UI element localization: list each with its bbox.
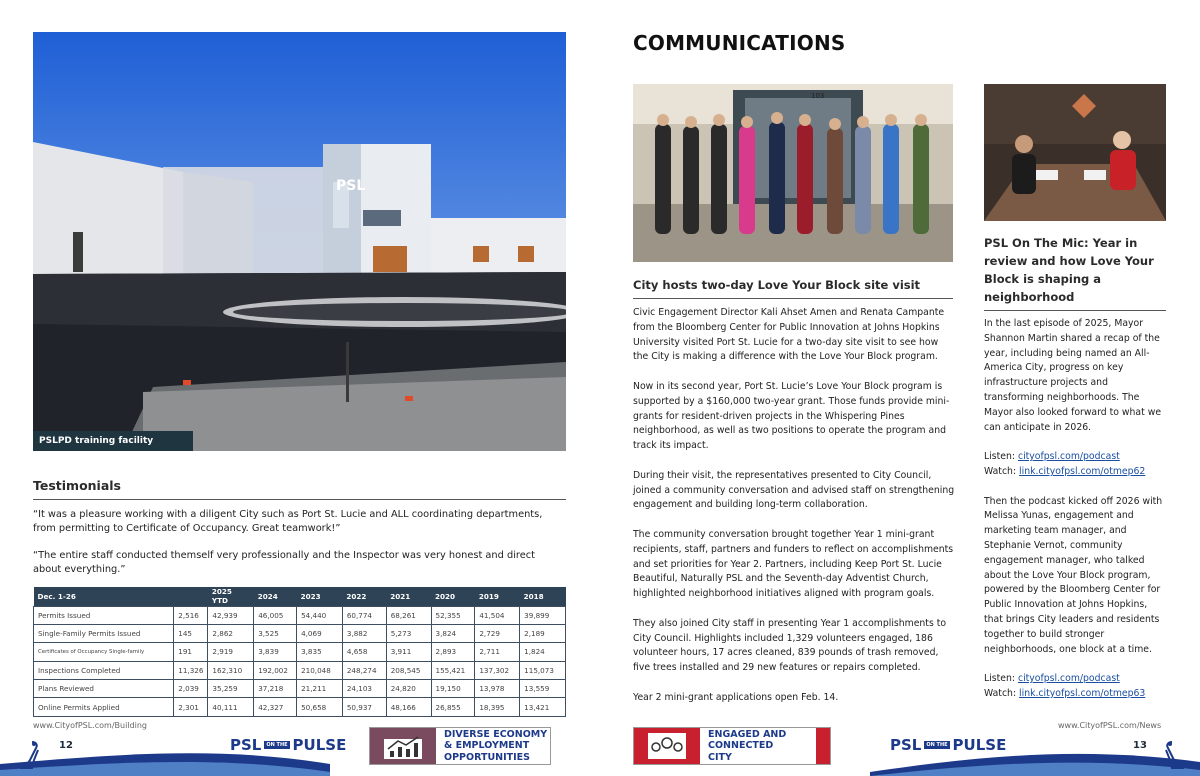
table-cell: 5,273 bbox=[386, 624, 431, 642]
table-header: 2022 bbox=[342, 587, 386, 606]
table-cell: 2,919 bbox=[208, 643, 254, 661]
article1-paragraph: They also joined City staff in presenting Year 1 accomplishments to City Council. Highlights included 1,329 volunteers engaged, 186 volunteer hours, 17 acres cleaned, 839 pounds of trash removed, five trees installed and 29 new features or repairs completed. bbox=[633, 617, 947, 674]
watch-line bbox=[984, 687, 1169, 702]
table-cell: 13,559 bbox=[520, 680, 566, 698]
podcast-photo bbox=[984, 84, 1166, 221]
chart-growth-icon bbox=[370, 728, 436, 764]
table-cell: 50,937 bbox=[342, 698, 386, 716]
permit-statistics-table bbox=[33, 587, 566, 717]
table-cell: 26,855 bbox=[431, 698, 475, 716]
page-number-right: 13 bbox=[1133, 740, 1147, 751]
table-header: 2023 bbox=[297, 587, 343, 606]
podcast-photo-illustration bbox=[984, 84, 1166, 221]
pillar-line: DIVERSE ECONOMY bbox=[444, 728, 548, 740]
article1-paragraph: The community conversation brought together Year 1 mini-grant recipients, staff, partners and funders to reflect on accomplishments and set priorities for Year 2. Partners, including Keep Port St. Lucie Beautiful, Naturally PSL and the Seventh-day Adventist Church, highlighted neighborhood initiatives aligned with program goals. bbox=[633, 528, 954, 600]
photo-caption: PSLPD training facility bbox=[33, 431, 193, 451]
watch-label: Watch: bbox=[984, 465, 1020, 477]
psl-pulse-logo-left bbox=[230, 736, 346, 754]
table-header: 2024 bbox=[254, 587, 297, 606]
table-cell: 24,103 bbox=[342, 680, 386, 698]
table-cell: 210,048 bbox=[297, 661, 343, 679]
table-cell: 18,395 bbox=[475, 698, 520, 716]
episode-63-link[interactable]: link.cityofpsl.com/otmep63 bbox=[1019, 687, 1146, 699]
door-number: 103 bbox=[811, 92, 825, 100]
table-cell: 2,729 bbox=[475, 624, 520, 642]
article1-paragraph: Year 2 mini-grant applications open Feb. 14. bbox=[633, 691, 839, 703]
table-cell: 3,839 bbox=[254, 643, 297, 661]
table-cell: 3,824 bbox=[431, 624, 475, 642]
table-cell: 48,166 bbox=[386, 698, 431, 716]
table-cell: 192,002 bbox=[254, 661, 297, 679]
table-cell: 2,862 bbox=[208, 624, 254, 642]
page-number-left: 12 bbox=[59, 740, 73, 751]
watch-label: Watch: bbox=[984, 687, 1020, 699]
table-cell: 2,893 bbox=[431, 643, 475, 661]
pillar-line: CITY bbox=[708, 751, 732, 763]
building-url[interactable]: www.CityofPSL.com/Building bbox=[33, 721, 147, 730]
table-cell: 2,301 bbox=[174, 698, 208, 716]
table-cell: 2,189 bbox=[520, 624, 566, 642]
table-cell: 52,355 bbox=[431, 606, 475, 624]
table-cell: 191 bbox=[174, 643, 208, 661]
testimonials-heading: Testimonials bbox=[33, 478, 566, 500]
article2-heading: PSL On The Mic: Year in review and how Love Your Block is shaping a neighborhood bbox=[984, 234, 1166, 311]
table-cell: 155,421 bbox=[431, 661, 475, 679]
table-cell: 13,978 bbox=[475, 680, 520, 698]
table-cell: 208,545 bbox=[386, 661, 431, 679]
heron-icon bbox=[12, 738, 46, 772]
table-row bbox=[34, 680, 566, 698]
table-header-row bbox=[34, 587, 566, 606]
table-cell: 2,039 bbox=[174, 680, 208, 698]
table-cell: 37,218 bbox=[254, 680, 297, 698]
table-cell: 60,774 bbox=[342, 606, 386, 624]
table-cell: Certificates of Occupancy Single-family bbox=[34, 643, 174, 661]
table-cell: 35,259 bbox=[208, 680, 254, 698]
section-title: COMMUNICATIONS bbox=[633, 31, 846, 55]
pillar-diverse-economy bbox=[369, 727, 551, 765]
logo-word: PSL bbox=[890, 736, 922, 754]
heron-icon bbox=[1158, 738, 1192, 772]
table-header: 2020 bbox=[431, 587, 475, 606]
group-photo-illustration bbox=[633, 84, 953, 262]
psl-pulse-logo-right bbox=[890, 736, 1006, 754]
article2-body bbox=[984, 317, 1169, 702]
pillar-line: OPPORTUNITIES bbox=[444, 751, 530, 763]
table-cell: Permits Issued bbox=[34, 606, 174, 624]
news-url[interactable]: www.CityofPSL.com/News bbox=[1058, 721, 1162, 730]
table-cell: 40,111 bbox=[208, 698, 254, 716]
table-cell: Plans Reviewed bbox=[34, 680, 174, 698]
pillar-accent bbox=[816, 728, 830, 764]
table-cell: 13,421 bbox=[520, 698, 566, 716]
pillar-engaged-city bbox=[633, 727, 831, 765]
listen-label: Listen: bbox=[984, 673, 1018, 685]
pillar-line: & EMPLOYMENT bbox=[444, 740, 530, 752]
table-header: 2018 bbox=[520, 587, 566, 606]
podcast-link[interactable]: cityofpsl.com/podcast bbox=[1017, 451, 1120, 463]
listen-line bbox=[984, 450, 1169, 465]
table-row bbox=[34, 606, 566, 624]
table-header: Dec. 1-26 bbox=[34, 587, 174, 606]
article1-body bbox=[633, 306, 955, 720]
table-cell: 137,302 bbox=[475, 661, 520, 679]
table-cell: 68,261 bbox=[386, 606, 431, 624]
table-cell: 2,516 bbox=[174, 606, 208, 624]
table-cell: 248,274 bbox=[342, 661, 386, 679]
table-row bbox=[34, 643, 566, 661]
article1-heading: City hosts two-day Love Your Block site visit bbox=[633, 276, 953, 299]
table-cell: 21,211 bbox=[297, 680, 343, 698]
table-cell: 46,005 bbox=[254, 606, 297, 624]
table-cell: 24,820 bbox=[386, 680, 431, 698]
article1-paragraph: Civic Engagement Director Kali Ahset Amen and Renata Campante from the Bloomberg Center for Public Innovation at Johns Hopkins University visited Port St. Lucie for a two-day site visit to see how the City is making a difference with the Love Your Block program. bbox=[633, 307, 945, 363]
logo-tag: ON THE bbox=[266, 742, 288, 748]
watch-line bbox=[984, 465, 1169, 480]
table-cell: 50,658 bbox=[297, 698, 343, 716]
table-cell: Inspections Completed bbox=[34, 661, 174, 679]
logo-tag: ON THE bbox=[926, 742, 948, 748]
table-cell: Single-Family Permits Issued bbox=[34, 624, 174, 642]
table-cell: 115,073 bbox=[520, 661, 566, 679]
building-illustration bbox=[33, 32, 566, 451]
table-cell: 1,824 bbox=[520, 643, 566, 661]
listen-label: Listen: bbox=[984, 451, 1018, 463]
logo-word: PSL bbox=[230, 736, 262, 754]
logo-word: PULSE bbox=[292, 736, 347, 754]
table-cell: 42,327 bbox=[254, 698, 297, 716]
article1-paragraph: During their visit, the representatives presented to City Council, joined a community conversation and advised staff on strengthening engagement and building long-term collaboration. bbox=[633, 469, 955, 511]
article1-paragraph: Now in its second year, Port St. Lucie’s Love Your Block program is supported by a $160,000 two-year grant. Those funds provide mini-grants for resident-driven projects in the Whispering Pines neighborhood, as well as two positions to operate the program and track its impact. bbox=[633, 380, 950, 452]
table-cell: 19,150 bbox=[431, 680, 475, 698]
pillar-line: CONNECTED bbox=[708, 740, 774, 752]
article2-paragraph: Then the podcast kicked off 2026 with Melissa Yunas, engagement and marketing team manager, and Stephanie Vernot, community engagement manager, who talked about the Love Your Block program, powered by the Bloomberg Center for Public Innovation at Johns Hopkins, that brings City leaders and residents together to build stronger neighborhoods, one block at a time. bbox=[984, 495, 1163, 655]
article2-paragraph: In the last episode of 2025, Mayor Shannon Martin shared a recap of the year, including being named an All-America City, progress on key infrastructure projects and transforming neighborhoods. The Mayor also looked forward to what we can anticipate in 2026. bbox=[984, 318, 1162, 433]
table-row bbox=[34, 698, 566, 716]
table-cell: 2,711 bbox=[475, 643, 520, 661]
episode-62-link[interactable]: link.cityofpsl.com/otmep62 bbox=[1019, 465, 1146, 477]
table-cell: 41,504 bbox=[475, 606, 520, 624]
table-cell: 3,835 bbox=[297, 643, 343, 661]
table-cell: 162,310 bbox=[208, 661, 254, 679]
community-icon bbox=[634, 728, 700, 764]
footer-wave-decoration bbox=[0, 726, 1200, 776]
table-cell: 145 bbox=[174, 624, 208, 642]
group-photo bbox=[633, 84, 953, 262]
logo-word: PULSE bbox=[952, 736, 1007, 754]
table-row bbox=[34, 624, 566, 642]
table-cell: 39,899 bbox=[520, 606, 566, 624]
table-cell: 42,939 bbox=[208, 606, 254, 624]
table-cell: 3,882 bbox=[342, 624, 386, 642]
testimonial-quote-2: “The entire staff conducted themself very professionally and the Inspector was very honest and direct about everything.” bbox=[33, 550, 535, 575]
building-sign-letter: PSL bbox=[336, 178, 366, 194]
table-cell: 3,525 bbox=[254, 624, 297, 642]
table-header: 2021 bbox=[386, 587, 431, 606]
table-cell: 11,326 bbox=[174, 661, 208, 679]
training-facility-photo bbox=[33, 32, 566, 451]
podcast-link[interactable]: cityofpsl.com/podcast bbox=[1017, 673, 1120, 685]
table-header: 2025 YTD bbox=[208, 587, 254, 606]
table-header bbox=[174, 587, 208, 606]
testimonial-quote-1: “It was a pleasure working with a diligent City such as Port St. Lucie and ALL coordinating departments, from permitting to Certificate of Occupancy. Great teamwork!” bbox=[33, 509, 543, 534]
table-cell: 54,440 bbox=[297, 606, 343, 624]
table-cell: 4,658 bbox=[342, 643, 386, 661]
pillar-line: ENGAGED AND bbox=[708, 728, 787, 740]
table-row bbox=[34, 661, 566, 679]
table-cell: Online Permits Applied bbox=[34, 698, 174, 716]
table-cell: 3,911 bbox=[386, 643, 431, 661]
table-cell: 4,069 bbox=[297, 624, 343, 642]
listen-line bbox=[984, 672, 1169, 687]
table-header: 2019 bbox=[475, 587, 520, 606]
